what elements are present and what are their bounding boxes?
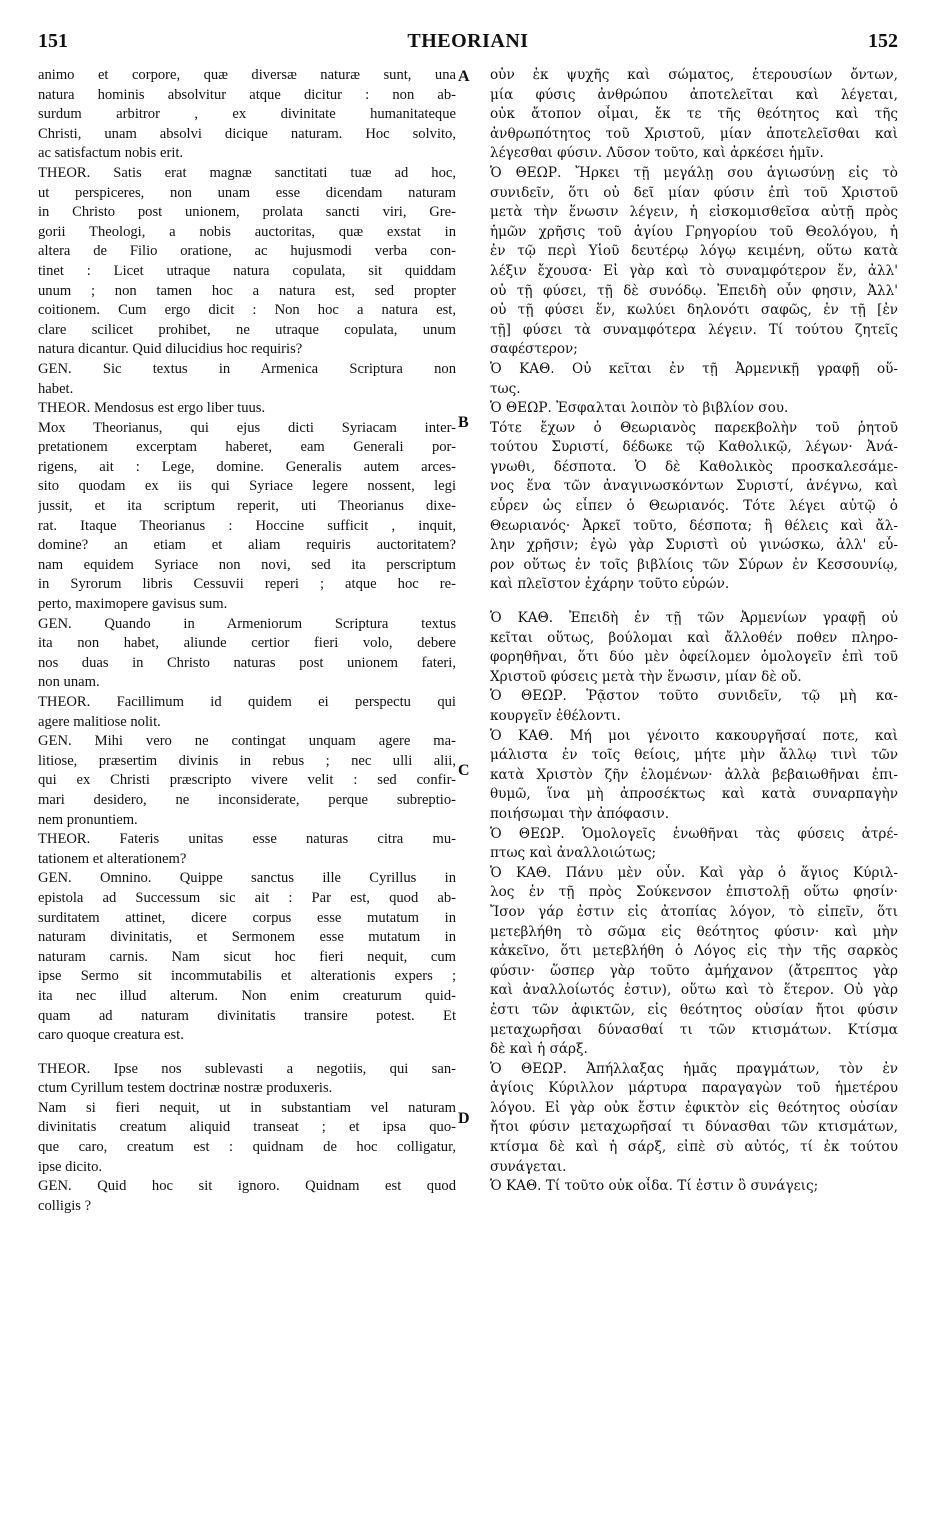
greek-line: Τότε ἔχων ὁ Θεωριανὸς παρεκβολὴν τοῦ ῥητοῦ	[490, 419, 898, 436]
latin-line: rigens, ait : Lege, domine. Generalis autem arces-	[38, 458, 456, 475]
latin-line: rat. Itaque Theorianus : Hoccine sufficit , inquit,	[38, 517, 456, 534]
latin-line: GEN. Quando in Armeniorum Scriptura textus	[38, 615, 456, 632]
greek-line: κατὰ Χριστὸν ζῆν ἑλομένων· ἀλλὰ βεβαιωθῆναι ἐπι-	[490, 766, 898, 783]
greek-line: σαφέστερον;	[490, 341, 578, 358]
latin-line: nam equidem Syriace non novi, sed ita perscriptum	[38, 556, 456, 573]
greek-line: ρον οὕτως ἐν τοῖς βιβλίοις τῶν Σύρων ἐν Κεσσουνίῳ,	[490, 556, 898, 573]
latin-line: ipse dicito.	[38, 1158, 103, 1175]
latin-line: natura hominis absolvitur atque dicitur : non ab-	[38, 86, 456, 103]
greek-line: Ἴσον γάρ ἐστιν εἰς ἀτοπίας λόγον, τὸ εἰπεῖν, ὅτι	[490, 903, 898, 920]
latin-line: naturam carnis. Nam sicut hoc fieri nequit, cum	[38, 948, 456, 965]
greek-line: λέγεσθαι φύσιν. Λῦσον τοῦτο, καὶ ἀρκέσει ἡμῖν.	[490, 145, 824, 162]
latin-line: coitionem. Cum ergo dicit : Non hoc a natura est,	[38, 302, 456, 319]
section-marker-d: D	[458, 1110, 470, 1127]
greek-line: συνάγεται.	[490, 1158, 567, 1175]
latin-line: agere malitiose nolit.	[38, 713, 161, 730]
greek-line: οὐ τῇ φύσει, τῇ δὲ συνόδῳ. Ἐπειδὴ οὖν φησιν, Ἀλλ'	[490, 282, 898, 299]
greek-line: Ὁ ΚΑΘ. Μή μοι γένοιτο κακουργῆσαί ποτε, καὶ	[490, 727, 898, 744]
latin-line: ita non habet, aliunde certior fieri volo, debere	[38, 635, 456, 652]
latin-line: perto, maximopere gavisus sum.	[38, 596, 228, 613]
greek-line: κεῖται οὕτως, βούλομαι καὶ ἄλλοθέν ποθεν πληρο-	[490, 629, 898, 646]
greek-line: φορηθῆναι, ὅτι δύο μὲν ὀφείλομεν ὁμολογεῖν ἐπὶ τοῦ	[490, 649, 898, 666]
latin-line: epistola ad Successum sic ait : Par est, quod ab-	[38, 889, 456, 906]
latin-line: ctum Cyrillum testem doctrinæ nostræ produxeris.	[38, 1080, 333, 1097]
running-title: THEORIANI	[407, 30, 529, 52]
latin-line: quam ad naturam divinitatis transire potest. Et	[38, 1007, 456, 1024]
greek-line: δὲ καὶ ἡ σάρξ.	[490, 1041, 588, 1058]
latin-line: jussit, et ita scriptum reperit, uti Theorianus dixe-	[38, 498, 456, 515]
latin-line: nos duas in Christo naturas post unionem fateri,	[38, 654, 456, 671]
latin-line: gorii Theologi, a nobis auctoritas, quæ exstat in	[38, 223, 456, 240]
greek-line: μάλιστα ἐν τοῖς θείοις, μήτε μὴν ἄλλῳ τινὶ τῶν	[490, 747, 898, 764]
greek-line: τούτου Συριστί, δέδωκε τῷ Καθολικῷ, λέγων· Ἀνά-	[490, 439, 898, 456]
latin-line: domine? an etiam et aliam requiris auctoritatem?	[38, 537, 456, 554]
latin-line: ac satisfactum nobis erit.	[38, 145, 184, 162]
greek-line: ποιήσωμαι τὴν ἀπόφασιν.	[490, 805, 670, 822]
latin-line: ut perspiceres, non unam esse dicendam naturam	[38, 184, 456, 201]
greek-line: ἁγίοις Κύριλλον μάρτυρα παραγαγὼν τοῦ ἡμετέρου	[490, 1080, 898, 1097]
latin-line: unum ; non tamen hoc a natura est, sed propter	[38, 282, 456, 299]
greek-line: τως.	[490, 380, 521, 397]
greek-line: κτίσμα δὲ καὶ ἡ σάρξ, εἰπὲ σὺ αὐτός, τί ἐκ τούτου	[490, 1139, 898, 1156]
greek-line: λος ἐν τῇ πρὸς Σούκενσον ἐπιστολῇ οὕτω φησίν·	[490, 884, 898, 901]
greek-line: Ὁ ΚΑΘ. Πάνυ μὲν οὖν. Καὶ γὰρ ὁ ἅγιος Κύριλ-	[490, 864, 898, 881]
greek-line: ἡμῶν χρῆσις τοῦ ἁγίου Γρηγορίου τοῦ Θεολόγου, ἡ	[490, 223, 898, 240]
latin-line: divinitatis creatum aliquid transeat ; et ipsa quo-	[38, 1119, 456, 1136]
latin-line: ipse Sermo sit incommutabilis et alterationis expers ;	[38, 968, 456, 985]
greek-spacer	[490, 595, 898, 609]
latin-line: litiose, præsertim divinis in rebus ; nec ulli alii,	[38, 752, 456, 769]
latin-line: tationem et alterationem?	[38, 850, 187, 867]
latin-line: GEN. Sic textus in Armenica Scriptura non	[38, 360, 456, 377]
greek-line: μεταχωρῆσαι δύνασθαί τι τῶν κτισμάτων. Κτίσμα	[490, 1021, 898, 1038]
greek-line: Ὁ ΘΕΩΡ. Ὁμολογεῖς ἑνωθῆναι τὰς φύσεις ἀτρέ-	[490, 825, 898, 842]
greek-line: τῇ] φύσει τὰ συναμφότερα λέγειν. Τί τούτου ζητεῖς	[490, 321, 898, 338]
latin-line: GEN. Mihi vero ne contingat unquam agere ma-	[38, 733, 456, 750]
latin-line: THEOR. Fateris unitas esse naturas citra mu-	[38, 831, 456, 848]
greek-line: οὐ τῇ φύσει ἕν, κωλύει δηλονότι σαφῶς, ἐν τῇ [ἐν	[490, 302, 898, 319]
greek-line: Ὁ ΚΑΘ. Τί τοῦτο οὐκ οἶδα. Τί ἐστιν ὃ συνάγεις;	[490, 1178, 819, 1195]
greek-line: πτως καὶ ἀναλλοιώτως;	[490, 845, 657, 862]
greek-line: συνιδεῖν, ὅτι οὐ δεῖ μίαν φύσιν ἐπὶ τοῦ Χριστοῦ	[490, 184, 898, 201]
greek-line: μετὰ τὴν ἕνωσιν λέγειν, ἡ εἰσκομισθεῖσα αὐτῇ πρὸς	[490, 204, 898, 221]
latin-line: THEOR. Ipse nos sublevasti a negotiis, qui san-	[38, 1060, 456, 1077]
latin-line: THEOR. Mendosus est ergo liber tuus.	[38, 400, 266, 417]
greek-column	[490, 66, 898, 1197]
latin-line: mari desidero, ne inconsiderate, perque subreptio-	[38, 791, 456, 808]
greek-line: γνωθι, δέσποτα. Ὁ δὲ Καθολικὸς προσκαλεσάμε-	[490, 458, 898, 475]
greek-line: Ὁ ΘΕΩΡ. Ἐσφαλται λοιπὸν τὸ βιβλίον σου.	[490, 400, 789, 417]
latin-line: altera de Filio oratione, ac hujusmodi verba con-	[38, 243, 456, 260]
latin-line: surdum arbitror , ex divinitate humanitateque	[38, 106, 456, 123]
latin-line: Nam si fieri nequit, ut in substantiam vel naturam	[38, 1099, 456, 1116]
latin-line: Mox Theorianus, qui ejus dicti Syriacam inter-	[38, 419, 456, 436]
latin-line: que caro, creatum est : quidnam de hoc colligatur,	[38, 1139, 456, 1156]
latin-line: non unam.	[38, 674, 100, 691]
page-number-right: 152	[868, 30, 898, 52]
latin-line: sito quodam ex iis qui Syriace legere nossent, legi	[38, 478, 456, 495]
greek-line: εὗρεν ὡς εἶπεν ὁ Θεωριανός. Τότε λέγει αὐτῷ ὁ	[490, 498, 898, 515]
greek-line: Θεωριανός· Ἀρκεῖ τοῦτο, δέσποτα; ἢ θέλεις καὶ ἄλ-	[490, 517, 898, 534]
greek-line: οὐν ἐκ ψυχῆς καὶ σώματος, ἑτερουσίων ὄντων,	[490, 67, 898, 83]
latin-line: caro quoque creatura est.	[38, 1027, 184, 1044]
latin-line: in Christo post unionem, prolata sancti viri, Gre-	[38, 204, 456, 221]
latin-line: naturam divinitatis, et Sermonem esse mutatum in	[38, 929, 456, 946]
greek-line: μία φύσις ἀνθρώπου ἀποτελεῖται καὶ λέγεται,	[490, 86, 898, 103]
section-marker-a: A	[458, 68, 470, 85]
greek-line: κουργεῖν ἐθέλοντι.	[490, 708, 621, 724]
greek-line: Ὁ ΘΕΩΡ. Ῥᾷστον τοῦτο συνιδεῖν, τῷ μὴ κα-	[490, 688, 898, 705]
latin-spacer	[38, 1046, 456, 1060]
page-header	[38, 30, 898, 64]
latin-line: GEN. Quid hoc sit ignoro. Quidnam est quod	[38, 1178, 456, 1195]
latin-line: surditatem attinet, dicere corpus esse mutatum in	[38, 909, 456, 926]
greek-line: καὶ ἀναλλοίωτός ἐστιν), οὕτω καὶ τὸ ἕτερον. Οὐ γὰρ	[490, 982, 898, 999]
greek-line: λέξιν ἔχουσα· Εἰ γὰρ καὶ τὸ συναμφότερον ἕν, ἀλλ'	[490, 262, 898, 279]
latin-line: qui ex Christi præscripto vivere velit : sed confir-	[38, 772, 456, 789]
latin-line: colligis ?	[38, 1197, 92, 1214]
greek-line: φύσιν· ὥσπερ γὰρ τοῦτο ἀμήχανον (ἄτρεπτος γὰρ	[490, 962, 898, 979]
latin-line: GEN. Omnino. Quippe sanctus ille Cyrillus in	[38, 870, 456, 887]
latin-line: tinet : Licet utraque natura copulata, sit quiddam	[38, 262, 456, 279]
greek-line: οὐκ ἄτοπον οἶμαι, ἔκ τε τῆς θεότητος καὶ τῆς	[490, 106, 898, 123]
greek-line: νος ἕνα τῶν ἀναγινωσκόντων Συριστί, ἀνέγνω, καὶ	[490, 478, 898, 495]
greek-line: ἐστι τῶν ἀφικτῶν, εἰς θεότητος οὐσίαν ἤτοι φύσιν	[490, 1001, 898, 1018]
latin-line: THEOR. Facillimum id quidem ei perspectu qui	[38, 694, 456, 710]
latin-line: in Syrorum libris Cessuvii reperi ; atque hoc re-	[38, 576, 456, 593]
latin-line: Christi, unam absolvi dicique naturam. Hoc solvito,	[38, 125, 456, 142]
greek-line: Ὁ ΘΕΩΡ. Ἀπήλλαξας ἡμᾶς πραγμάτων, τὸν ἐν	[490, 1060, 898, 1077]
greek-line: θυμῶ, ἵνα μὴ ἀπροσέκτως καὶ κατὰ συναρπαγὴν	[490, 786, 898, 803]
latin-column	[38, 66, 456, 1216]
greek-line: λην χρῆσιν; ἐγὼ γὰρ Συριστὶ οὐ γινώσκω, ἀλλ' εὗ-	[490, 537, 898, 554]
greek-line: καὶ πλεῖστον ἐχάρην τοῦτο εὑρών.	[490, 576, 730, 593]
greek-line: Ὁ ΚΑΘ. Ἐπειδὴ ἐν τῇ τῶν Ἀρμενίων γραφῇ οὐ	[490, 610, 898, 627]
greek-line: ἐν τῷ περὶ Υἱοῦ δευτέρῳ λόγῳ κειμένη, οὕτω κατὰ	[490, 243, 898, 260]
page-number-left: 151	[38, 30, 68, 52]
latin-line: nem pronuntiem.	[38, 811, 138, 828]
latin-line: animo et corpore, quæ diversæ naturæ sunt, una	[38, 67, 456, 83]
latin-line: habet.	[38, 380, 74, 397]
greek-line: λόγου. Εἰ γὰρ οὐκ ἔστιν ἐφικτὸν εἰς θεότητος οὐσίαν	[490, 1099, 898, 1116]
greek-line: Ὁ ΚΑΘ. Οὐ κεῖται ἐν τῇ Ἀρμενικῇ γραφῇ οὕ-	[490, 360, 898, 377]
latin-line: ita nec illud alterum. Non enim creaturum quid-	[38, 987, 456, 1004]
greek-line: ἀνθρωπότητος τοῦ Χριστοῦ, μίαν ἀποτελεῖσθαι καὶ	[490, 125, 898, 142]
greek-line: Ὁ ΘΕΩΡ. Ἤρκει τῇ μεγάλῃ σου ἁγιωσύνῃ εἰς τὸ	[490, 164, 898, 181]
section-marker-b: B	[458, 414, 469, 431]
greek-line: μετεβλήθη τὸ σῶμα εἰς θεότητος φύσιν· καὶ μὴν	[490, 923, 898, 940]
section-marker-c: C	[458, 762, 470, 779]
latin-line: clare scilicet prohibet, ne utraque copulata, unum	[38, 321, 456, 338]
latin-line: THEOR. Satis erat magnæ sanctitati tuæ ad hoc,	[38, 164, 456, 181]
greek-line: ἤτοι φύσιν μεταχωρῆσαί τι δύνασθαι τῶν κτισμάτων,	[490, 1119, 898, 1136]
latin-line: pretationem excerptam haberet, eam Generali por-	[38, 439, 456, 456]
greek-line: Χριστοῦ φύσεις μετὰ τὴν ἕνωσιν, μίαν δὲ οὔ.	[490, 668, 802, 685]
latin-line: natura dicantur. Quid dilucidius hoc requiris?	[38, 341, 303, 358]
greek-line: κἀκεῖνο, ὅτι μετεβλήθη ὁ Λόγος εἰς τὴν τῆς σαρκὸς	[490, 943, 898, 960]
